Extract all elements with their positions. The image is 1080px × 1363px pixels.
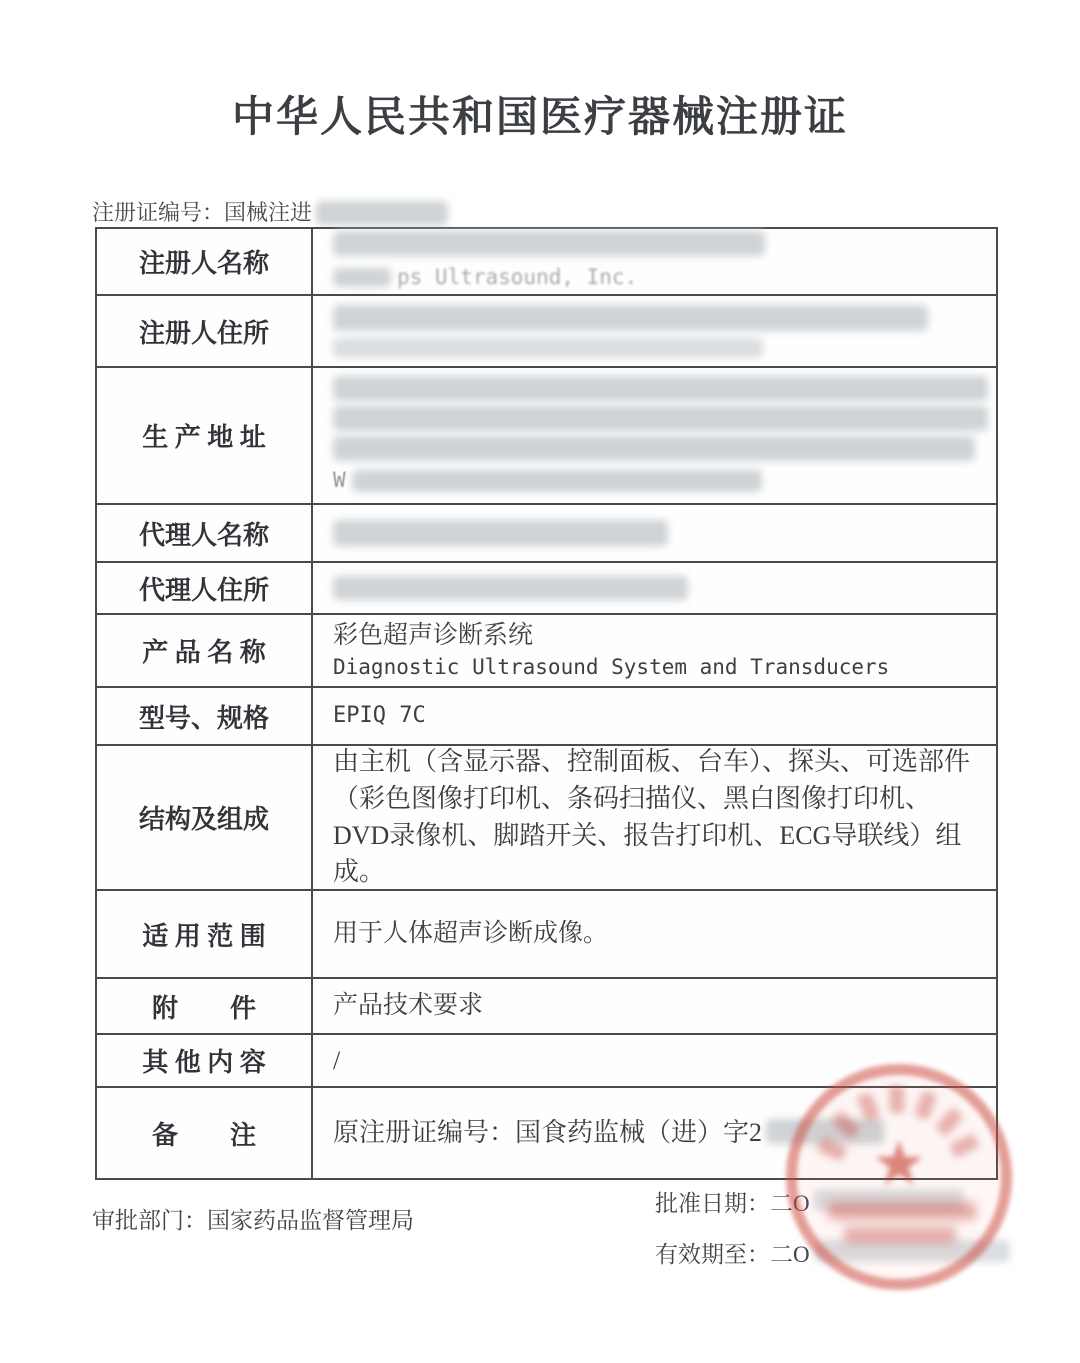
other-content-text: / xyxy=(333,1045,341,1075)
redacted-text xyxy=(333,436,975,461)
redacted-date xyxy=(814,1189,964,1211)
row-value xyxy=(313,1035,996,1086)
remarks-prefix-text: 原注册证编号：国食药监械（进）字2 xyxy=(333,1118,763,1148)
certificate-table xyxy=(95,227,998,1180)
table-row-remarks xyxy=(97,1088,996,1178)
row-label: 备 注 xyxy=(97,1088,313,1178)
row-label: 代理人住所 xyxy=(97,563,313,613)
approval-date-label: 批准日期：二O xyxy=(655,1191,810,1216)
partially-visible-text: ps Ultrasound, Inc. xyxy=(397,265,638,290)
table-row-production-address xyxy=(97,368,996,505)
table-row-product-name xyxy=(97,615,996,688)
table-row-agent-address xyxy=(97,563,996,615)
row-label: 产 品 名 称 xyxy=(97,615,313,686)
approval-department-line: 审批部门：国家药品监督管理局 xyxy=(92,1208,414,1233)
structure-text: 由主机（含显示器、控制面板、台车）、探头、可选部件（彩色图像打印机、条码扫描仪、黑白图像打印机、DVD录像机、脚踏开关、报告打印机、ECG导联线）组成。 xyxy=(333,746,971,887)
redacted-text xyxy=(333,520,668,546)
row-value xyxy=(313,296,996,366)
table-row-model-spec xyxy=(97,688,996,746)
valid-until-label: 有效期至：二O xyxy=(655,1242,810,1267)
model-value: EPIQ 7C xyxy=(333,703,426,729)
row-value xyxy=(313,979,996,1033)
row-label: 其 他 内 容 xyxy=(97,1035,313,1086)
table-row-registrant-name xyxy=(97,229,996,296)
row-label: 结构及组成 xyxy=(97,746,313,889)
row-value xyxy=(313,368,1002,503)
redacted-text xyxy=(333,268,391,287)
redacted-date xyxy=(814,1240,1010,1262)
row-label: 代理人名称 xyxy=(97,505,313,561)
valid-until-line xyxy=(655,1236,1010,1269)
row-value xyxy=(313,688,996,744)
row-value xyxy=(313,563,996,613)
table-row-structure-composition xyxy=(97,746,996,891)
row-label: 注册人名称 xyxy=(97,229,313,294)
row-value xyxy=(313,505,996,561)
table-row-other-content xyxy=(97,1035,996,1088)
row-label: 注册人住所 xyxy=(97,296,313,366)
redacted-text xyxy=(352,470,762,492)
table-row-registrant-address xyxy=(97,296,996,368)
redacted-text xyxy=(766,1119,884,1144)
product-name-cn: 彩色超声诊断系统 xyxy=(333,622,534,650)
page-title: 中华人民共和国医疗器械注册证 xyxy=(231,95,848,141)
redacted-text xyxy=(333,231,765,256)
cert-number-line xyxy=(92,196,448,227)
row-value xyxy=(313,1088,996,1178)
partially-visible-text: W xyxy=(333,468,346,493)
redacted-text xyxy=(333,576,688,600)
redacted-text xyxy=(333,338,763,358)
row-value xyxy=(313,229,996,294)
row-value xyxy=(313,615,996,686)
cert-number-label: 注册证编号：国械注进 xyxy=(92,200,313,225)
row-value xyxy=(313,891,996,977)
star-icon: ★ xyxy=(871,1126,927,1200)
attachment-text: 产品技术要求 xyxy=(333,992,484,1020)
row-label: 适 用 范 围 xyxy=(97,891,313,977)
row-label: 生 产 地 址 xyxy=(97,368,313,503)
table-row-attachment xyxy=(97,979,996,1035)
table-row-agent-name xyxy=(97,505,996,563)
row-label: 型号、规格 xyxy=(97,688,313,744)
row-label: 附 件 xyxy=(97,979,313,1033)
intended-use-text: 用于人体超声诊断成像。 xyxy=(333,920,609,948)
redacted-cert-number xyxy=(316,201,448,225)
redacted-text xyxy=(333,376,988,401)
product-name-en: Diagnostic Ultrasound System and Transducers xyxy=(333,655,890,680)
approval-date-line xyxy=(655,1185,964,1218)
redacted-text xyxy=(333,305,928,331)
table-row-intended-use xyxy=(97,891,996,979)
redacted-text xyxy=(333,406,988,431)
row-value xyxy=(313,746,996,889)
